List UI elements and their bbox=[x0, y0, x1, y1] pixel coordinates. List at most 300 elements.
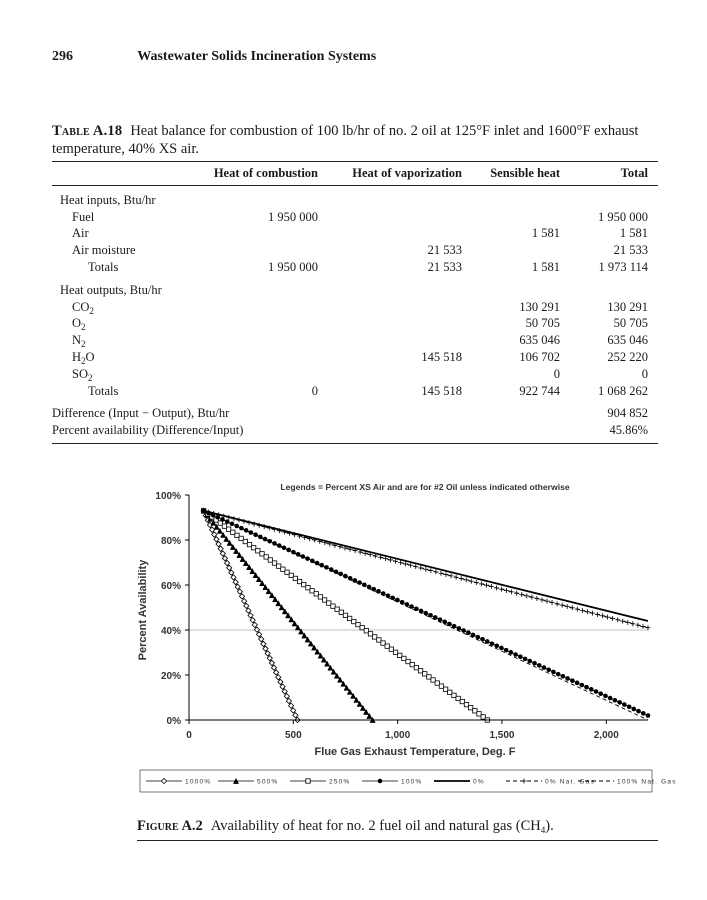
y-axis-label: Percent Availability bbox=[137, 559, 149, 661]
data-point bbox=[381, 641, 385, 645]
data-point bbox=[484, 583, 489, 588]
data-point bbox=[282, 689, 287, 694]
table-row bbox=[52, 315, 658, 332]
data-point bbox=[428, 613, 433, 618]
y-tick-label: 20% bbox=[160, 671, 181, 682]
cell-hc: 1 950 000 bbox=[268, 259, 318, 274]
y-tick-label: 0% bbox=[166, 716, 181, 727]
data-point bbox=[433, 569, 438, 574]
series-100- bbox=[201, 508, 650, 717]
data-point bbox=[410, 662, 414, 666]
data-point bbox=[620, 619, 625, 624]
table-row bbox=[52, 332, 658, 349]
cell-hc bbox=[192, 315, 318, 332]
data-point bbox=[289, 573, 293, 577]
data-point bbox=[231, 530, 235, 534]
data-point bbox=[610, 616, 615, 621]
data-point bbox=[469, 579, 474, 584]
legend-label: 0% bbox=[473, 778, 485, 786]
data-point bbox=[570, 678, 575, 683]
running-header bbox=[52, 49, 376, 65]
data-point bbox=[218, 546, 223, 551]
data-point bbox=[494, 643, 499, 648]
cell-total: 130 291 bbox=[607, 299, 648, 314]
row-label: Totals bbox=[88, 383, 119, 398]
table-caption bbox=[52, 122, 660, 158]
page-number: 296 bbox=[52, 49, 73, 64]
figure-caption: Figure A.2 Availability of heat for no. 2 fuel oil and natural gas $(CH_4)$. bbox=[137, 818, 554, 835]
series-100-nat-gas bbox=[204, 511, 648, 720]
data-point bbox=[595, 612, 600, 617]
data-point bbox=[314, 592, 318, 596]
cell-hc bbox=[192, 366, 318, 383]
data-point bbox=[239, 594, 244, 599]
data-point bbox=[532, 661, 537, 666]
data-point bbox=[454, 575, 459, 580]
data-point bbox=[284, 694, 289, 699]
data-point bbox=[550, 600, 555, 605]
data-point bbox=[393, 650, 397, 654]
data-point bbox=[264, 555, 268, 559]
data-point bbox=[627, 704, 632, 709]
data-point bbox=[233, 579, 238, 584]
data-point bbox=[630, 621, 635, 626]
data-point bbox=[594, 689, 599, 694]
data-point bbox=[632, 707, 637, 712]
outputs-heading: Heat outputs, Btu/hr bbox=[60, 282, 162, 297]
data-point bbox=[409, 604, 414, 609]
figure-rule bbox=[137, 840, 658, 841]
data-point bbox=[424, 611, 429, 616]
data-point bbox=[570, 605, 575, 610]
data-point bbox=[640, 624, 645, 629]
data-point bbox=[225, 519, 230, 524]
chart-title: Legends = Percent XS Air and are for #2 Oil unless indicated otherwise bbox=[280, 482, 570, 492]
data-point bbox=[343, 613, 347, 617]
y-tick-label: 60% bbox=[160, 581, 181, 592]
data-point bbox=[464, 702, 468, 706]
cell-hc: 0 bbox=[311, 383, 318, 398]
data-point bbox=[269, 660, 274, 665]
data-point bbox=[243, 539, 247, 543]
data-point bbox=[481, 715, 485, 719]
data-point bbox=[418, 565, 423, 570]
table-label: Table A.18 bbox=[52, 123, 123, 139]
data-point bbox=[428, 568, 433, 573]
cell-total: 635 046 bbox=[607, 333, 648, 348]
data-point bbox=[443, 687, 447, 691]
data-point bbox=[338, 572, 343, 577]
data-point bbox=[590, 611, 595, 616]
data-point bbox=[555, 601, 560, 606]
data-point bbox=[267, 656, 272, 661]
data-point bbox=[636, 709, 641, 714]
data-point bbox=[477, 712, 481, 716]
data-point bbox=[239, 536, 243, 540]
cell-hv bbox=[318, 299, 462, 316]
cell-sh: 1 581 bbox=[531, 259, 560, 274]
data-point bbox=[272, 561, 276, 565]
data-point bbox=[327, 601, 331, 605]
heat-balance-table bbox=[52, 161, 658, 444]
cell-hv bbox=[318, 315, 462, 332]
data-point bbox=[244, 603, 249, 608]
cell-sh: 0 bbox=[553, 366, 560, 381]
cell-hv: 21 533 bbox=[427, 243, 462, 258]
data-point bbox=[306, 779, 310, 783]
data-point bbox=[560, 603, 565, 608]
data-point bbox=[452, 693, 456, 697]
data-point bbox=[418, 669, 422, 673]
data-point bbox=[509, 589, 514, 594]
chart-legend bbox=[140, 770, 677, 792]
col-sensible-heat: Sensible heat bbox=[490, 166, 560, 180]
data-point bbox=[499, 587, 504, 592]
cell-sh: 1 581 bbox=[531, 226, 560, 241]
data-point bbox=[479, 581, 484, 586]
data-point bbox=[229, 570, 234, 575]
data-point bbox=[237, 589, 242, 594]
data-point bbox=[504, 588, 509, 593]
data-point bbox=[226, 515, 231, 520]
cell-sh: 106 702 bbox=[519, 349, 560, 364]
data-point bbox=[389, 647, 393, 651]
data-point bbox=[286, 698, 291, 703]
cell-sh: 50 705 bbox=[525, 316, 560, 331]
data-point bbox=[408, 563, 413, 568]
legend-label: 100% bbox=[401, 778, 423, 786]
data-point bbox=[347, 616, 351, 620]
data-point bbox=[265, 651, 270, 656]
data-point bbox=[556, 672, 561, 677]
data-point bbox=[518, 654, 523, 659]
data-point bbox=[414, 665, 418, 669]
table-header-row bbox=[52, 162, 658, 186]
data-point bbox=[259, 637, 264, 642]
data-point bbox=[322, 598, 326, 602]
cell-hv bbox=[318, 332, 462, 349]
data-point bbox=[291, 708, 296, 713]
cell-hv: 145 518 bbox=[421, 349, 462, 364]
data-point bbox=[235, 533, 239, 537]
legend-label: 1000% bbox=[185, 778, 212, 786]
data-point bbox=[534, 596, 539, 601]
availability-label: Percent availability (Difference/Input) bbox=[52, 423, 244, 438]
availability-row bbox=[52, 422, 658, 443]
difference-row bbox=[52, 405, 658, 422]
legend-label: 100% Nat. Gas bbox=[617, 778, 677, 786]
data-point bbox=[499, 646, 504, 651]
data-point bbox=[489, 584, 494, 589]
data-point bbox=[260, 552, 264, 556]
data-point bbox=[377, 638, 381, 642]
data-point bbox=[246, 608, 251, 613]
data-point bbox=[222, 556, 227, 561]
data-point bbox=[210, 527, 215, 532]
data-point bbox=[519, 592, 524, 597]
data-point bbox=[335, 607, 339, 611]
data-point bbox=[546, 667, 551, 672]
data-point bbox=[302, 582, 306, 586]
data-point bbox=[427, 675, 431, 679]
data-point bbox=[514, 591, 519, 596]
data-point bbox=[545, 599, 550, 604]
cell-total: 1 973 114 bbox=[598, 259, 648, 274]
data-point bbox=[608, 696, 613, 701]
data-point bbox=[537, 663, 542, 668]
data-point bbox=[364, 629, 368, 633]
data-point bbox=[598, 691, 603, 696]
table-row bbox=[52, 225, 658, 242]
cell-hc bbox=[192, 299, 318, 316]
series-1000- bbox=[201, 508, 300, 722]
data-point bbox=[256, 632, 261, 637]
data-point bbox=[293, 713, 298, 718]
data-point bbox=[216, 541, 221, 546]
data-point bbox=[646, 713, 651, 718]
outputs-heading-row bbox=[52, 282, 658, 299]
data-point bbox=[589, 687, 594, 692]
data-point bbox=[353, 578, 358, 583]
row-label: $N_2$ bbox=[72, 333, 86, 350]
data-point bbox=[584, 685, 589, 690]
data-point bbox=[615, 617, 620, 622]
inputs-totals-row bbox=[52, 259, 658, 276]
data-point bbox=[456, 696, 460, 700]
cell-sh: 130 291 bbox=[519, 299, 560, 314]
data-point bbox=[635, 623, 640, 628]
data-point bbox=[580, 683, 585, 688]
data-point bbox=[247, 542, 251, 546]
data-point bbox=[285, 570, 289, 574]
data-point bbox=[288, 703, 293, 708]
x-tick-label: 0 bbox=[186, 730, 192, 741]
cell-total: 50 705 bbox=[613, 316, 648, 331]
data-point bbox=[613, 698, 618, 703]
data-point bbox=[448, 690, 452, 694]
data-point bbox=[268, 558, 272, 562]
data-point bbox=[352, 619, 356, 623]
data-point bbox=[235, 584, 240, 589]
data-point bbox=[565, 604, 570, 609]
cell-hc bbox=[192, 225, 318, 242]
data-point bbox=[439, 684, 443, 688]
data-point bbox=[214, 537, 219, 542]
cell-total: 1 581 bbox=[619, 226, 648, 241]
data-point bbox=[603, 694, 608, 699]
data-point bbox=[413, 564, 418, 569]
data-point bbox=[222, 524, 226, 528]
series-line bbox=[204, 511, 648, 720]
availability-figure bbox=[130, 476, 677, 806]
data-point bbox=[473, 709, 477, 713]
data-point bbox=[356, 622, 360, 626]
table-caption-text: Heat balance for combustion of 100 lb/hr of no. 2 oil at 125°F inlet and 1600°F exhaust temperature, 40% XS air. bbox=[52, 123, 639, 157]
row-label: Totals bbox=[88, 259, 119, 274]
data-point bbox=[297, 579, 301, 583]
data-point bbox=[561, 674, 566, 679]
table-row bbox=[52, 366, 658, 383]
table-row bbox=[52, 209, 658, 226]
data-point bbox=[227, 565, 232, 570]
legend-label: 250% bbox=[329, 778, 351, 786]
data-point bbox=[600, 613, 605, 618]
x-tick-label: 500 bbox=[284, 730, 302, 741]
data-point bbox=[254, 627, 259, 632]
data-point bbox=[485, 639, 490, 644]
cell-total: 21 533 bbox=[613, 243, 648, 258]
x-tick-label: 2,000 bbox=[593, 730, 619, 741]
data-point bbox=[331, 604, 335, 608]
series-500- bbox=[201, 508, 375, 722]
cell-hv: 21 533 bbox=[427, 259, 462, 274]
col-heat-of-vaporization: Heat of vaporization bbox=[352, 166, 462, 180]
data-point bbox=[442, 620, 447, 625]
data-point bbox=[494, 585, 499, 590]
row-label: $CO_2$ bbox=[72, 299, 94, 316]
data-point bbox=[276, 675, 281, 680]
data-point bbox=[263, 646, 268, 651]
data-point bbox=[398, 653, 402, 657]
data-point bbox=[271, 665, 276, 670]
data-point bbox=[580, 608, 585, 613]
data-point bbox=[250, 618, 255, 623]
data-point bbox=[310, 589, 314, 593]
data-point bbox=[529, 595, 534, 600]
series-line bbox=[204, 511, 648, 621]
difference-value: 904 852 bbox=[607, 406, 648, 421]
availability-chart bbox=[130, 476, 677, 806]
cell-hc: 1 950 000 bbox=[268, 209, 318, 224]
cell-hc bbox=[192, 349, 318, 366]
legend-label: 500% bbox=[257, 778, 279, 786]
data-point bbox=[423, 672, 427, 676]
inputs-heading-row bbox=[52, 192, 658, 209]
data-point bbox=[252, 622, 257, 627]
data-point bbox=[459, 576, 464, 581]
data-point bbox=[528, 659, 533, 664]
row-label: Fuel bbox=[72, 209, 95, 224]
data-point bbox=[474, 580, 479, 585]
data-point bbox=[641, 711, 646, 716]
data-point bbox=[242, 599, 247, 604]
data-point bbox=[575, 607, 580, 612]
outputs-totals-row bbox=[52, 383, 658, 400]
data-point bbox=[220, 551, 225, 556]
cell-sh bbox=[462, 209, 560, 226]
data-point bbox=[371, 587, 376, 592]
row-label: $SO_2$ bbox=[72, 366, 93, 383]
cell-sh: 635 046 bbox=[519, 333, 560, 348]
data-point bbox=[464, 577, 469, 582]
row-label: $H_2O$ bbox=[72, 349, 95, 366]
row-label: Air bbox=[72, 226, 89, 241]
data-point bbox=[378, 779, 383, 784]
cell-total: 0 bbox=[641, 366, 648, 381]
data-point bbox=[617, 700, 622, 705]
data-point bbox=[524, 593, 529, 598]
data-point bbox=[274, 670, 279, 675]
data-point bbox=[293, 576, 297, 580]
data-point bbox=[256, 549, 260, 553]
data-point bbox=[504, 648, 509, 653]
data-point bbox=[368, 632, 372, 636]
cell-sh: 922 744 bbox=[519, 383, 560, 398]
data-point bbox=[423, 567, 428, 572]
x-tick-label: 1,000 bbox=[385, 730, 411, 741]
data-point bbox=[278, 679, 283, 684]
data-point bbox=[357, 580, 362, 585]
data-point bbox=[261, 641, 266, 646]
data-point bbox=[542, 665, 547, 670]
data-point bbox=[539, 597, 544, 602]
col-total: Total bbox=[620, 166, 648, 180]
data-point bbox=[449, 573, 454, 578]
data-point bbox=[431, 678, 435, 682]
data-point bbox=[575, 681, 580, 686]
col-heat-of-combustion: Heat of combustion bbox=[213, 166, 318, 180]
y-tick-label: 80% bbox=[160, 536, 181, 547]
data-point bbox=[490, 641, 495, 646]
data-point bbox=[480, 637, 485, 642]
data-point bbox=[509, 650, 514, 655]
data-point bbox=[460, 699, 464, 703]
cell-total: 1 068 262 bbox=[598, 383, 648, 398]
data-point bbox=[306, 585, 310, 589]
table-row bbox=[52, 299, 658, 316]
availability-value: 45.86% bbox=[609, 423, 648, 438]
data-point bbox=[513, 652, 518, 657]
y-tick-label: 100% bbox=[155, 491, 181, 502]
cell-hv bbox=[318, 209, 462, 226]
data-point bbox=[226, 527, 230, 531]
data-point bbox=[251, 545, 255, 549]
data-point bbox=[231, 575, 236, 580]
cell-total: 252 220 bbox=[607, 349, 648, 364]
data-point bbox=[277, 564, 281, 568]
data-point bbox=[224, 560, 229, 565]
data-point bbox=[551, 670, 556, 675]
row-label: Air moisture bbox=[72, 243, 136, 258]
data-point bbox=[360, 625, 364, 629]
data-point bbox=[318, 595, 322, 599]
data-point bbox=[461, 628, 466, 633]
y-tick-label: 40% bbox=[160, 626, 181, 637]
data-point bbox=[523, 657, 528, 662]
data-point bbox=[625, 620, 630, 625]
row-label: $O_2$ bbox=[72, 316, 86, 333]
data-point bbox=[438, 571, 443, 576]
data-point bbox=[585, 609, 590, 614]
cell-total: 1 950 000 bbox=[598, 209, 648, 224]
legend-label: 0% Nat. Gas bbox=[545, 778, 596, 786]
data-point bbox=[280, 684, 285, 689]
data-point bbox=[339, 610, 343, 614]
data-point bbox=[565, 676, 570, 681]
data-point bbox=[444, 572, 449, 577]
inputs-heading: Heat inputs, Btu/hr bbox=[60, 192, 156, 207]
cell-sh bbox=[462, 242, 560, 259]
data-point bbox=[468, 705, 472, 709]
data-point bbox=[248, 613, 253, 618]
difference-label: Difference (Input − Output), Btu/hr bbox=[52, 406, 230, 421]
cell-hv bbox=[318, 225, 462, 242]
data-point bbox=[372, 635, 376, 639]
x-axis-label: Flue Gas Exhaust Temperature, Deg. F bbox=[314, 746, 516, 758]
data-point bbox=[390, 596, 395, 601]
running-title: Wastewater Solids Incineration Systems bbox=[137, 49, 377, 64]
cell-hv: 145 518 bbox=[421, 383, 462, 398]
